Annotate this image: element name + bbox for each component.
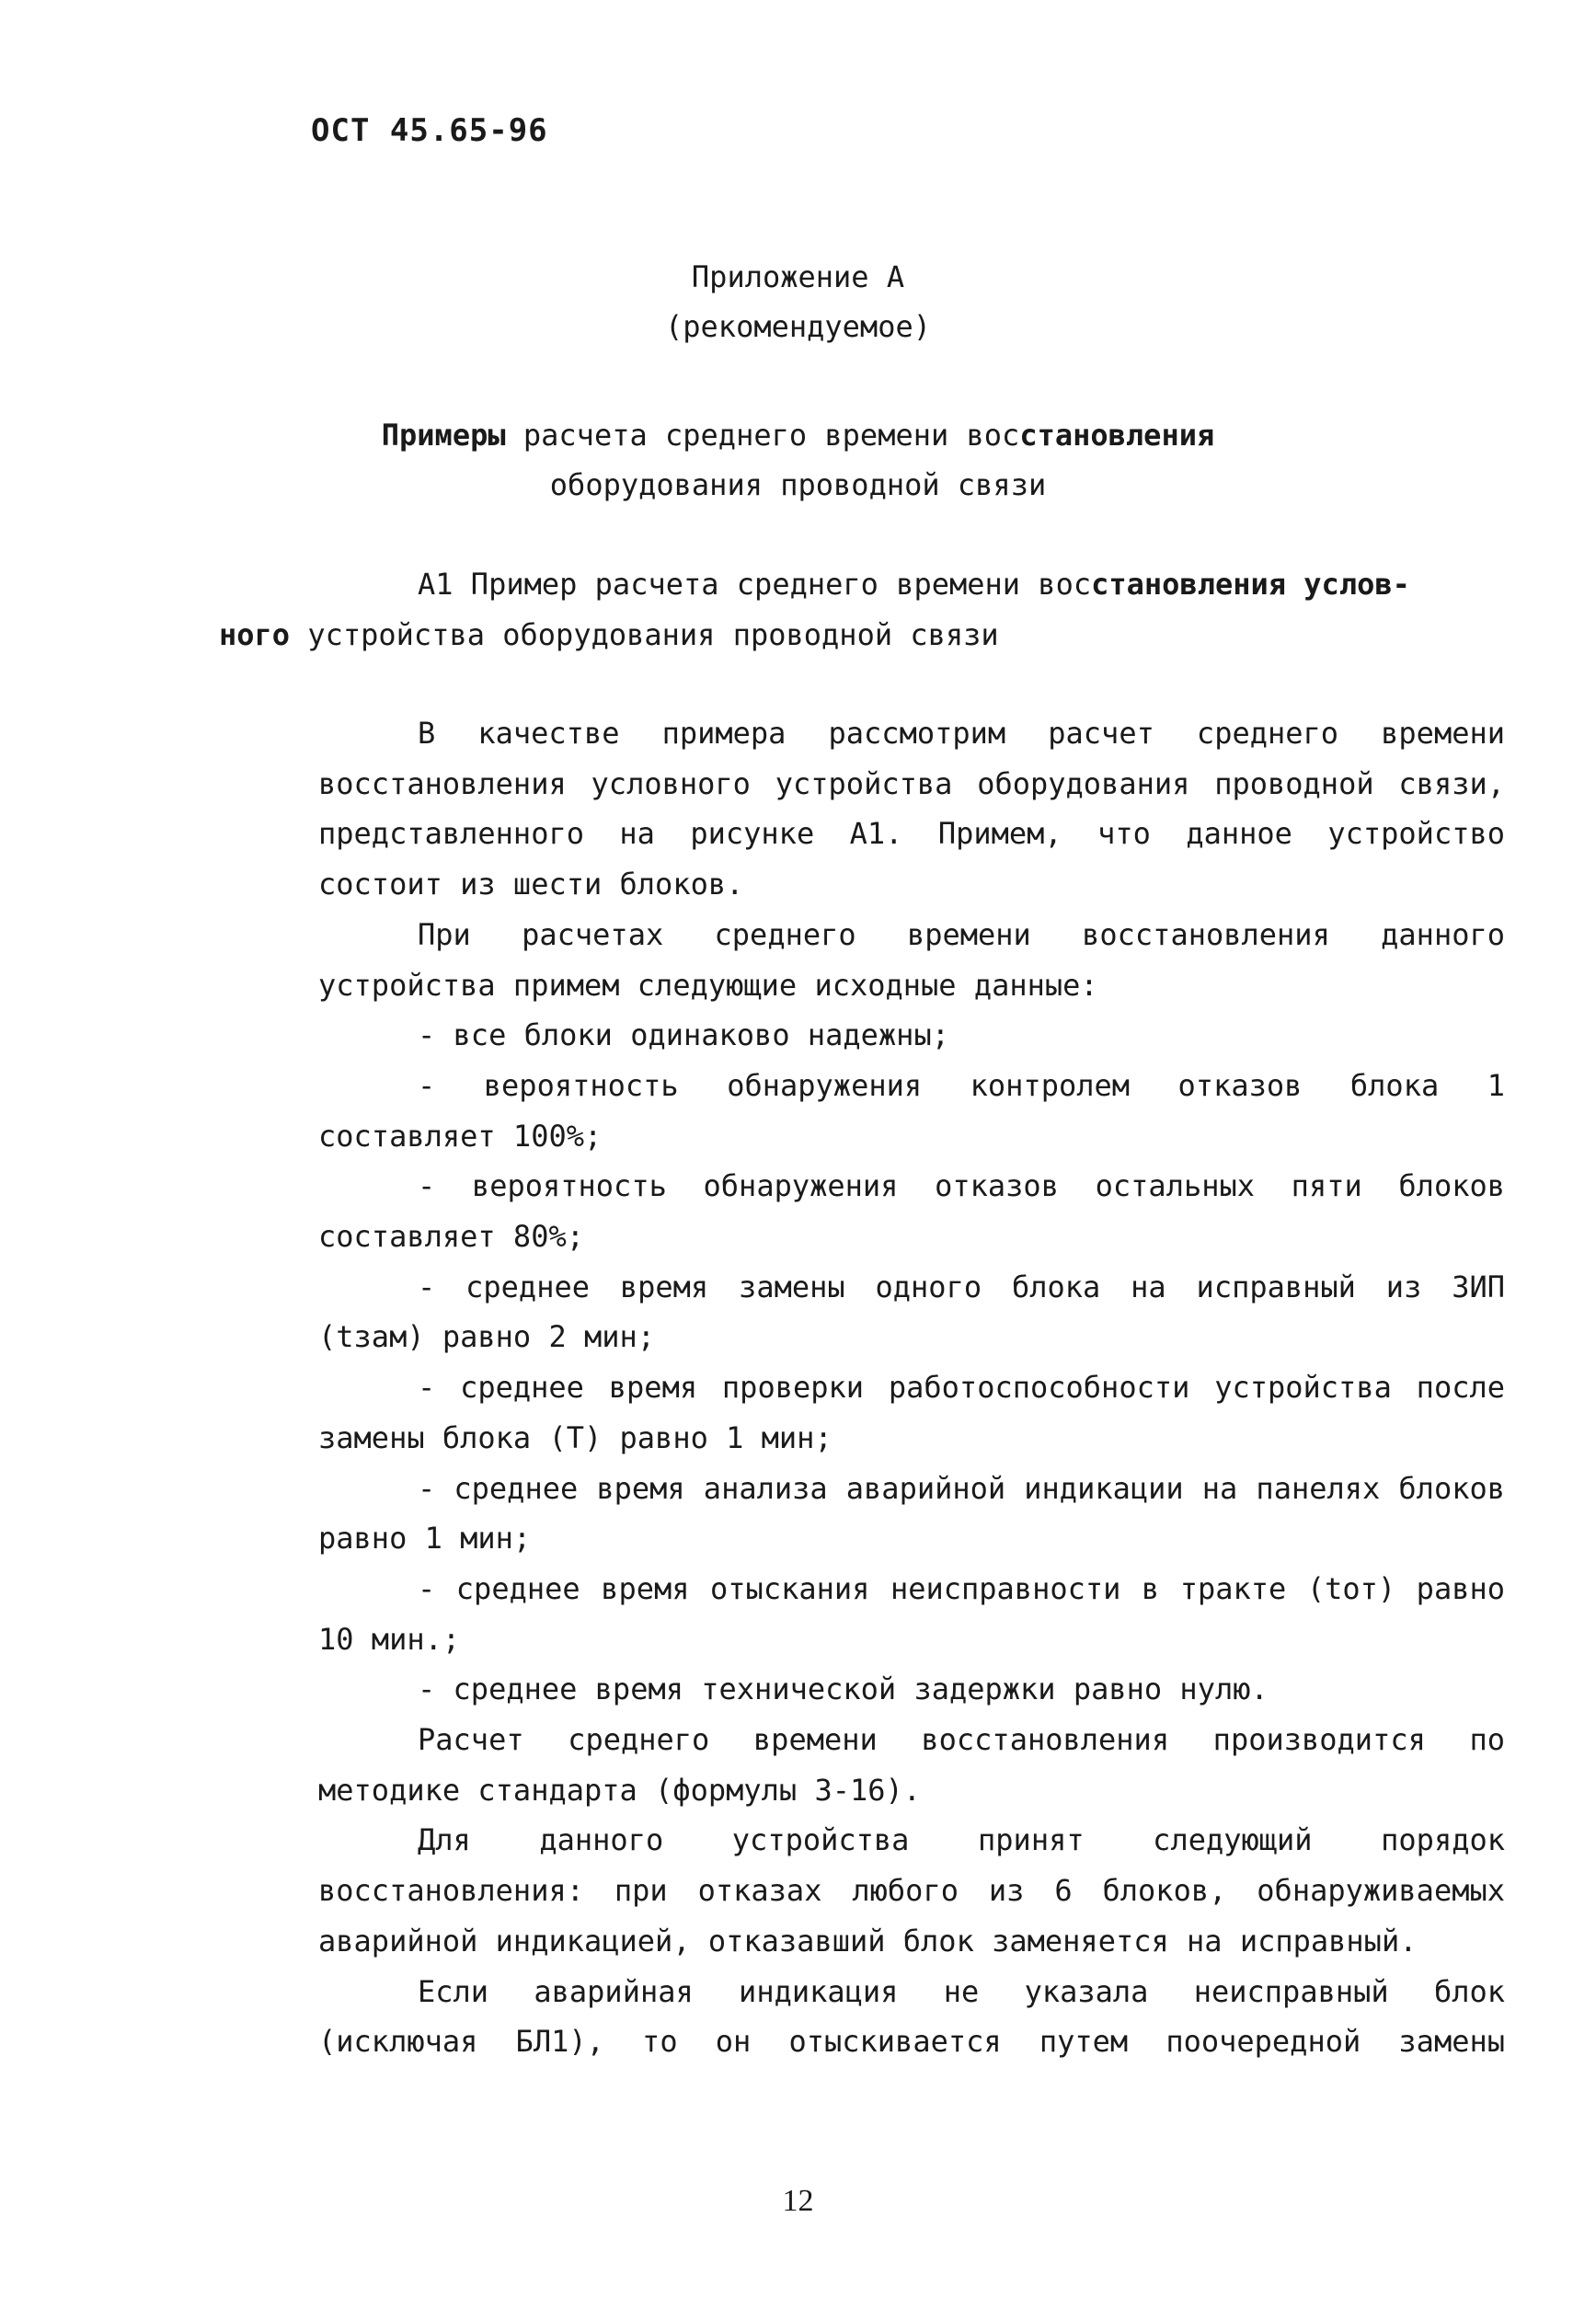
section-heading-part-2: устройства оборудования проводной связи <box>290 616 999 652</box>
paragraph-calc: Расчет среднего времени восстановления производится по методике стандарта (формулы 3-16). <box>318 1722 1505 1808</box>
list-item: - все блоки одинаково надежны; <box>418 1017 949 1053</box>
page-number: 12 <box>782 2184 814 2218</box>
main-text <box>318 708 1505 2067</box>
title-bold-a: Примеры <box>381 418 506 453</box>
list-item: - среднее время анализа аварийной индикации на панелях блоков равно 1 мин; <box>318 1470 1505 1557</box>
section-heading <box>219 559 1505 660</box>
document-code: ОСТ 45.65-96 <box>311 112 548 149</box>
section-heading-bold-1: становления услов- <box>1091 567 1410 602</box>
paragraph-given: При расчетах среднего времени восстановления данного устройства примем следующие исходные данные: <box>318 916 1505 1003</box>
appendix-status: (рекомендуемое) <box>665 309 931 344</box>
paragraph-order: Для данного устройства принят следующий порядок восстановления: при отказах любого из 6 блоков, обнаруживаемых аварийной индикацией, отказавший блок заменяется на исправный. <box>318 1822 1505 1959</box>
paragraph-search: Если аварийная индикация не указала неисправный блок (исключая БЛ1), то он отыскивается путем поочередной замены <box>318 1973 1505 2060</box>
appendix-title <box>0 410 1596 510</box>
list-item: - вероятность обнаружения отказов остальных пяти блоков составляет 80%; <box>318 1168 1505 1255</box>
list-item: - среднее время замены одного блока на исправный из ЗИП (tзам) равно 2 мин; <box>318 1269 1505 1355</box>
title-bold-b: становления <box>1019 418 1215 453</box>
section-heading-text <box>219 559 1505 660</box>
title-line-1 <box>0 410 1596 460</box>
title-mid: расчета среднего времени вос <box>505 418 1020 453</box>
title-line-2: оборудования проводной связи <box>549 467 1047 502</box>
section-heading-bold-2: ного <box>219 616 291 652</box>
list-item: - среднее время отыскания неисправности в тракте (tот) равно 10 мин.; <box>318 1570 1505 1657</box>
appendix-label: Приложение А <box>691 259 905 294</box>
list-item: - вероятность обнаружения контролем отказов блока 1 составляет 100%; <box>318 1067 1505 1154</box>
paragraph-intro: В качестве примера рассмотрим расчет среднего времени восстановления условного устройства оборудования проводной связи, представленного на рисунке А1. Примем, что данное устройство состоит из шести блоков. <box>318 716 1505 902</box>
list-item: - среднее время проверки работоспособности устройства после замены блока (Т) равно 1 мин; <box>318 1370 1505 1455</box>
section-heading-part-1: А1 Пример расчета среднего времени вос <box>418 567 1092 602</box>
list-item: - среднее время технической задержки равно нулю. <box>418 1671 1269 1707</box>
